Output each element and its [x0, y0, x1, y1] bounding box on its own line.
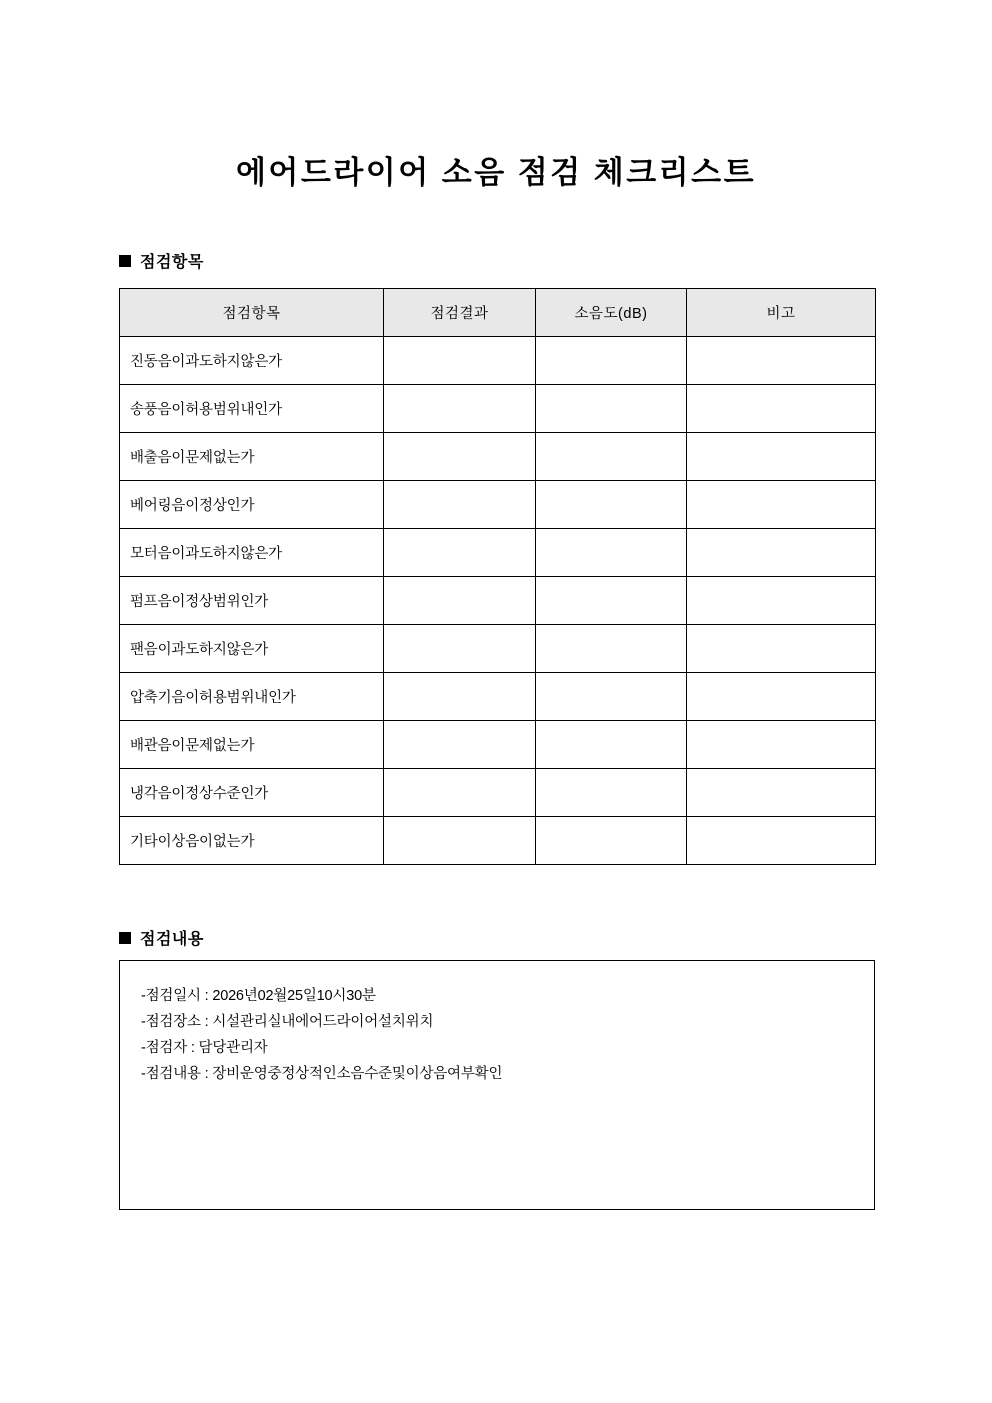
section-heading-inspection-items [119, 249, 204, 272]
column-header-item: 점검항목 [120, 289, 384, 337]
table-body [120, 337, 876, 865]
remark-input-cell[interactable] [687, 481, 876, 529]
checklist-item-label: 기타이상음이없는가 [120, 817, 384, 865]
noise-level-input-cell[interactable] [536, 625, 687, 673]
checklist-item-label: 압축기음이허용범위내인가 [120, 673, 384, 721]
result-input-cell[interactable] [384, 481, 536, 529]
noise-level-input-cell[interactable] [536, 433, 687, 481]
content-detail-line: -점검일시 : 2026년02월25일10시30분 [141, 988, 376, 1004]
noise-level-input-cell[interactable] [536, 481, 687, 529]
checklist-item-label: 진동음이과도하지않은가 [120, 337, 384, 385]
noise-level-input-cell[interactable] [536, 769, 687, 817]
column-header-remark: 비고 [687, 289, 876, 337]
square-bullet-icon [119, 932, 131, 944]
remark-input-cell[interactable] [687, 337, 876, 385]
table-header [120, 289, 876, 337]
remark-input-cell[interactable] [687, 673, 876, 721]
table-row [120, 385, 876, 433]
table-header-row [120, 289, 876, 337]
remark-input-cell[interactable] [687, 529, 876, 577]
checklist-item-label: 배관음이문제없는가 [120, 721, 384, 769]
noise-level-input-cell[interactable] [536, 673, 687, 721]
page-title: 에어드라이어 소음 점검 체크리스트 [235, 154, 757, 190]
result-input-cell[interactable] [384, 625, 536, 673]
noise-level-input-cell[interactable] [536, 529, 687, 577]
remark-input-cell[interactable] [687, 385, 876, 433]
result-input-cell[interactable] [384, 577, 536, 625]
section-heading-label: 점검내용 [140, 931, 204, 948]
content-detail-line: -점검내용 : 장비운영중정상적인소음수준및이상음여부확인 [141, 1066, 503, 1082]
table-row [120, 673, 876, 721]
section-heading-label: 점검항목 [140, 254, 204, 271]
remark-input-cell[interactable] [687, 433, 876, 481]
noise-level-input-cell[interactable] [536, 337, 687, 385]
content-detail-line: -점검장소 : 시설관리실내에어드라이어설치위치 [141, 1014, 434, 1030]
remark-input-cell[interactable] [687, 625, 876, 673]
remark-input-cell[interactable] [687, 721, 876, 769]
noise-level-input-cell[interactable] [536, 577, 687, 625]
column-header-noise: 소음도(dB) [536, 289, 687, 337]
result-input-cell[interactable] [384, 433, 536, 481]
table-row [120, 529, 876, 577]
result-input-cell[interactable] [384, 337, 536, 385]
table-row [120, 337, 876, 385]
table-row [120, 481, 876, 529]
checklist-item-label: 베어링음이정상인가 [120, 481, 384, 529]
column-header-result: 점검결과 [384, 289, 536, 337]
result-input-cell[interactable] [384, 385, 536, 433]
result-input-cell[interactable] [384, 529, 536, 577]
table-row [120, 817, 876, 865]
checklist-item-label: 모터음이과도하지않은가 [120, 529, 384, 577]
table-row [120, 433, 876, 481]
checklist-item-label: 팬음이과도하지않은가 [120, 625, 384, 673]
result-input-cell[interactable] [384, 721, 536, 769]
checklist-item-label: 배출음이문제없는가 [120, 433, 384, 481]
checklist-item-label: 송풍음이허용범위내인가 [120, 385, 384, 433]
checklist-item-label: 냉각음이정상수준인가 [120, 769, 384, 817]
result-input-cell[interactable] [384, 769, 536, 817]
table-row [120, 721, 876, 769]
noise-level-input-cell[interactable] [536, 721, 687, 769]
remark-input-cell[interactable] [687, 769, 876, 817]
remark-input-cell[interactable] [687, 577, 876, 625]
result-input-cell[interactable] [384, 673, 536, 721]
table-row [120, 577, 876, 625]
remark-input-cell[interactable] [687, 817, 876, 865]
noise-level-input-cell[interactable] [536, 817, 687, 865]
checklist-item-label: 펌프음이정상범위인가 [120, 577, 384, 625]
content-detail-line: -점검자 : 담당관리자 [141, 1040, 268, 1056]
noise-level-input-cell[interactable] [536, 385, 687, 433]
square-bullet-icon [119, 255, 131, 267]
table-row [120, 769, 876, 817]
result-input-cell[interactable] [384, 817, 536, 865]
inspection-content-box[interactable] [119, 960, 875, 1210]
table-row [120, 625, 876, 673]
inspection-checklist-table [119, 288, 876, 865]
section-heading-inspection-content [119, 926, 204, 949]
